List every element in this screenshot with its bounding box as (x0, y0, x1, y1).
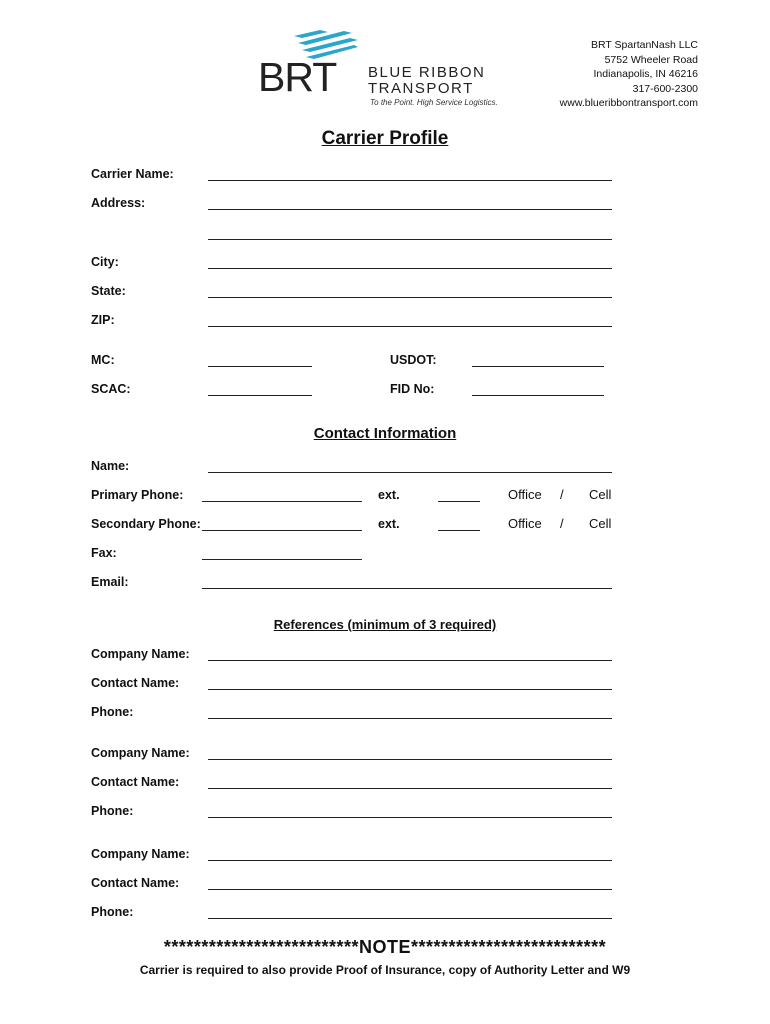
carrier-name-label: Carrier Name: (91, 167, 174, 181)
ref1-phone-label: Phone: (91, 705, 134, 719)
email-label: Email: (91, 575, 129, 589)
state-field[interactable] (208, 297, 612, 298)
references-section-title: References (minimum of 3 required) (273, 617, 497, 632)
email-field[interactable] (202, 588, 612, 589)
company-address-block (560, 38, 698, 111)
scac-field[interactable] (208, 395, 312, 396)
zip-label: ZIP: (91, 313, 115, 327)
contact-section-title: Contact Information (313, 425, 457, 442)
company-website[interactable]: www.blueribbontransport.com (559, 97, 698, 109)
primary-phone-label: Primary Phone: (91, 488, 184, 502)
logo-letters: BRT (258, 54, 337, 100)
primary-phone-field[interactable] (202, 501, 362, 502)
usdot-label: USDOT: (390, 353, 437, 367)
fax-field[interactable] (202, 559, 362, 560)
carrier-name-field[interactable] (208, 180, 612, 181)
state-label: State: (91, 284, 126, 298)
ref2-contact-field[interactable] (208, 788, 612, 789)
secondary-phone-label: Secondary Phone: (91, 517, 201, 531)
city-label: City: (91, 255, 119, 269)
ref3-contact-field[interactable] (208, 889, 612, 890)
primary-slash: / (560, 487, 564, 502)
contact-name-field[interactable] (208, 472, 612, 473)
company-street: 5752 Wheeler Road (604, 53, 698, 66)
primary-ext-label: ext. (378, 488, 400, 502)
secondary-slash: / (560, 516, 564, 531)
ref1-company-label: Company Name: (91, 647, 190, 661)
fid-field[interactable] (472, 395, 604, 396)
mc-field[interactable] (208, 366, 312, 367)
city-field[interactable] (208, 268, 612, 269)
ref2-phone-field[interactable] (208, 817, 612, 818)
note-banner: **************************NOTE************************** (163, 937, 607, 957)
primary-ext-field[interactable] (438, 501, 480, 502)
note-text: Carrier is required to also provide Proof of Insurance, copy of Authority Letter and W9 (139, 963, 631, 977)
fid-label: FID No: (390, 382, 435, 396)
ref2-phone-label: Phone: (91, 804, 134, 818)
usdot-field[interactable] (472, 366, 604, 367)
scac-label: SCAC: (91, 382, 131, 396)
company-name: BRT SpartanNash LLC (590, 39, 698, 51)
company-phone: 317-600-2300 (632, 82, 698, 95)
ref3-phone-field[interactable] (208, 918, 612, 919)
secondary-cell-option[interactable]: Cell (589, 516, 612, 531)
fax-label: Fax: (91, 546, 117, 560)
ref2-company-label: Company Name: (91, 746, 190, 760)
ref3-phone-label: Phone: (91, 905, 134, 919)
page-title: Carrier Profile (321, 128, 449, 149)
ref2-contact-label: Contact Name: (91, 775, 180, 789)
logo-name-line-2: TRANSPORT (368, 80, 474, 97)
ref1-company-field[interactable] (208, 660, 612, 661)
secondary-ext-field[interactable] (438, 530, 480, 531)
logo-tagline: To the Point. High Service Logistics. (370, 98, 498, 107)
mc-label: MC: (91, 353, 115, 367)
address-field-1[interactable] (208, 209, 612, 210)
zip-field[interactable] (208, 326, 612, 327)
primary-cell-option[interactable]: Cell (589, 487, 612, 502)
address-field-2[interactable] (208, 239, 612, 240)
ref3-contact-label: Contact Name: (91, 876, 180, 890)
secondary-ext-label: ext. (378, 517, 400, 531)
address-label: Address: (91, 196, 146, 210)
company-city-state-zip: Indianapolis, IN 46216 (593, 68, 698, 80)
ref1-phone-field[interactable] (208, 718, 612, 719)
ref1-contact-field[interactable] (208, 689, 612, 690)
secondary-office-option[interactable]: Office (508, 516, 542, 531)
secondary-phone-field[interactable] (202, 530, 362, 531)
ref2-company-field[interactable] (208, 759, 612, 760)
ref3-company-field[interactable] (208, 860, 612, 861)
primary-office-option[interactable]: Office (508, 487, 542, 502)
contact-name-label: Name: (91, 459, 130, 473)
company-logo (258, 30, 518, 110)
ref3-company-label: Company Name: (91, 847, 190, 861)
ref1-contact-label: Contact Name: (91, 676, 180, 690)
logo-name-line-1: BLUE RIBBON (368, 64, 486, 81)
